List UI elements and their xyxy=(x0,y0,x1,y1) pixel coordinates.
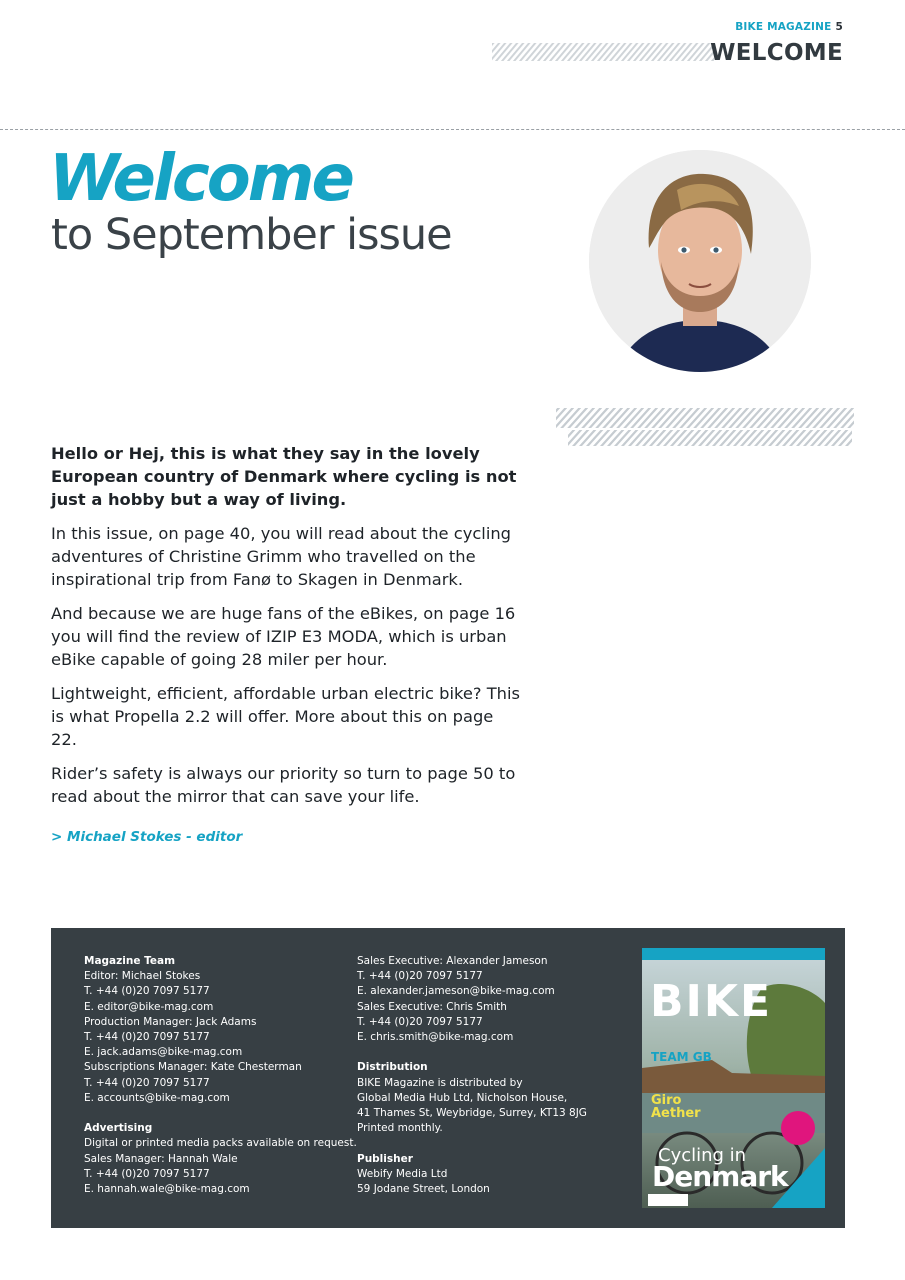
credits-footer xyxy=(51,928,845,1228)
credit-line: 59 Jodane Street, London xyxy=(357,1183,490,1196)
credit-line: E. alexander.jameson@bike-mag.com xyxy=(357,985,555,998)
credit-line: Webify Media Ltd xyxy=(357,1167,448,1180)
credit-line: T. +44 (0)20 7097 5177 xyxy=(84,1031,210,1044)
lead-paragraph: Hello or Hej, this is what they say in the lovely European country of Denmark where cycling is not just a hobby but a way of living. xyxy=(51,444,517,509)
magazine-team-heading: Magazine Team xyxy=(84,955,176,967)
credit-line: Global Media Hub Ltd, Nicholson House, xyxy=(357,1091,568,1104)
credit-line: Editor: Michael Stokes xyxy=(84,970,201,983)
publisher-heading: Publisher xyxy=(357,1152,413,1165)
cover-headline: Cycling in xyxy=(658,1145,747,1166)
credits-column-left xyxy=(84,954,357,1197)
credit-line: E. hannah.wale@bike-mag.com xyxy=(84,1183,250,1196)
credit-line: 41 Thames St, Weybridge, Surrey, KT13 8JG xyxy=(357,1107,587,1120)
credit-line: T. +44 (0)20 7097 5177 xyxy=(84,1076,210,1089)
body-paragraph: Rider’s safety is always our priority so turn to page 50 to read about the mirror that can save your life. xyxy=(51,764,516,806)
cover-feature: Giro Aether xyxy=(651,1093,701,1121)
credit-line: T. +44 (0)20 7097 5177 xyxy=(84,985,210,998)
credit-line: T. +44 (0)20 7097 5177 xyxy=(357,1015,483,1028)
credit-line: BIKE Magazine is distributed by xyxy=(357,1076,523,1089)
body-paragraph: Lightweight, efficient, affordable urban electric bike? This is what Propella 2.2 will offer. More about this on page 22. xyxy=(51,684,520,749)
magazine-cover-image xyxy=(642,948,825,1208)
credit-line: E. jack.adams@bike-mag.com xyxy=(84,1046,243,1059)
credit-line: T. +44 (0)20 7097 5177 xyxy=(84,1167,210,1180)
credit-line: Production Manager: Jack Adams xyxy=(84,1015,257,1028)
credit-line: E. editor@bike-mag.com xyxy=(84,1000,214,1013)
advertising-heading: Advertising xyxy=(84,1122,153,1135)
section-title: WELCOME xyxy=(710,40,843,66)
accent-stripe-decoration xyxy=(552,406,858,448)
body-paragraph: And because we are huge fans of the eBikes, on page 16 you will find the review of IZIP E3 MODA, which is urban eBike capable of going 28 miler per hour. xyxy=(51,604,516,669)
magazine-name: BIKE MAGAZINE xyxy=(735,21,832,33)
credit-line: Subscriptions Manager: Kate Chesterman xyxy=(84,1061,302,1074)
issue-subtitle: to September issue xyxy=(51,210,452,260)
cover-masthead: BIKE xyxy=(650,976,773,1027)
page-number: 5 xyxy=(835,21,843,33)
editor-letter xyxy=(51,442,523,819)
credit-line: E. chris.smith@bike-mag.com xyxy=(357,1031,514,1044)
cover-feature: TEAM GB xyxy=(651,1050,712,1064)
credits-column-right xyxy=(357,954,587,1197)
credit-line: Digital or printed media packs available on request. xyxy=(84,1137,357,1150)
header-magazine xyxy=(735,21,843,33)
body-paragraph: In this issue, on page 40, you will read about the cycling adventures of Christine Grimm who travelled on the inspirational trip from Fanø to Skagen in Denmark. xyxy=(51,524,511,589)
credit-line: Sales Executive: Chris Smith xyxy=(357,1000,507,1013)
welcome-title: Welcome xyxy=(49,142,352,216)
cover-headline: Denmark xyxy=(652,1160,788,1193)
credit-line: T. +44 (0)20 7097 5177 xyxy=(357,970,483,983)
credit-line: Sales Manager: Hannah Wale xyxy=(84,1152,238,1165)
credit-line: E. accounts@bike-mag.com xyxy=(84,1091,230,1104)
editor-signature: > Michael Stokes - editor xyxy=(51,829,243,845)
distribution-heading: Distribution xyxy=(357,1061,428,1074)
editor-portrait xyxy=(589,150,811,372)
credit-line: Printed monthly. xyxy=(357,1122,443,1135)
credit-line: Sales Executive: Alexander Jameson xyxy=(357,955,548,967)
header-stripe-decoration xyxy=(492,43,714,61)
dashed-divider xyxy=(0,129,905,130)
